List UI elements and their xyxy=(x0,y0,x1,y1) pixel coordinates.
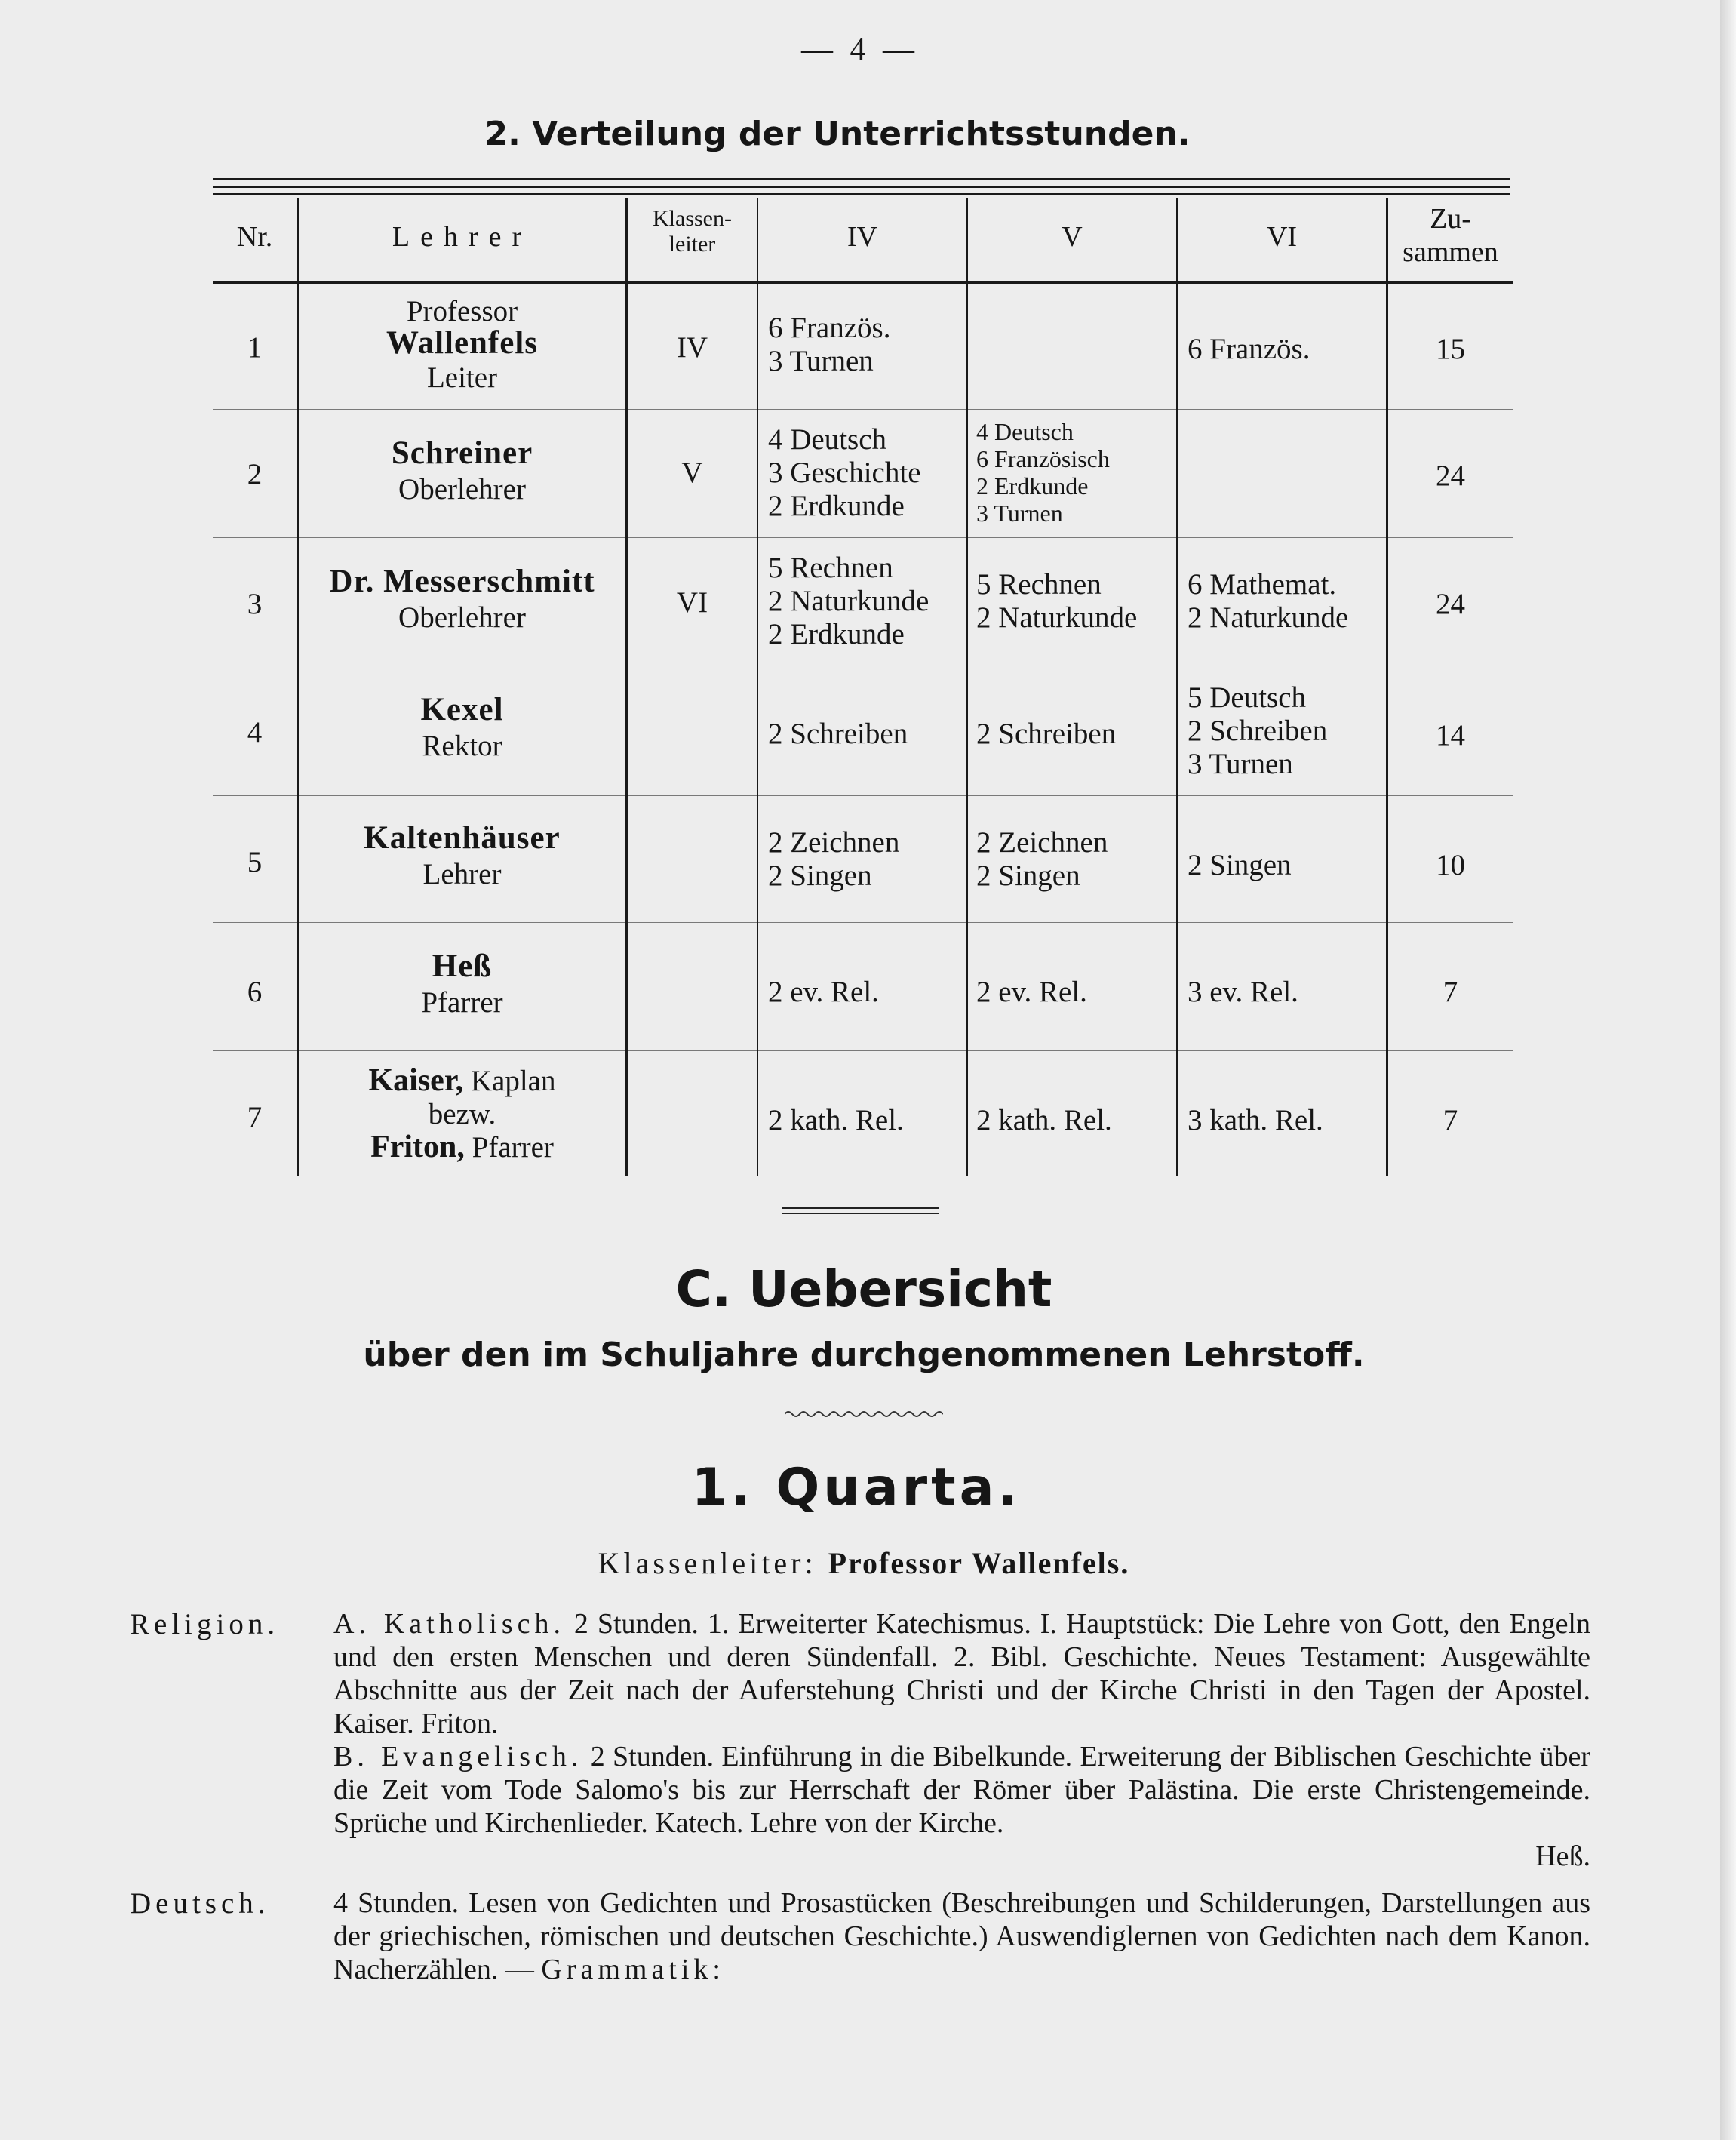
religion-a-label: A. Katholisch. xyxy=(333,1608,565,1640)
row2-iv-2: 3 Geschichte xyxy=(768,457,921,489)
quarta-title: 1. Quarta. xyxy=(691,1458,1022,1517)
religion-a-paragraph xyxy=(333,1607,1590,1740)
header-klassenleiter-2: leiter xyxy=(668,232,716,257)
header-nr: Nr. xyxy=(236,221,273,253)
overview-title: C. Uebersicht xyxy=(675,1260,1052,1318)
row4-total: 14 xyxy=(1436,719,1465,752)
row2-klassenleiter: V xyxy=(681,457,703,489)
deutsch-label: Deutsch. xyxy=(130,1887,270,1920)
row7-teacher-1 xyxy=(299,1064,625,1098)
row1-vi-1: 6 Französ. xyxy=(1188,333,1310,365)
header-iv: IV xyxy=(846,221,878,253)
row1-total: 15 xyxy=(1436,333,1465,365)
deutsch-paragraph xyxy=(333,1886,1590,1986)
row3-iv-1: 5 Rechnen xyxy=(768,552,893,584)
header-klassenleiter-1: Klassen- xyxy=(653,206,732,231)
row3-klassenleiter: VI xyxy=(676,586,708,619)
header-bottom-rule xyxy=(213,281,1513,284)
row2-v-2: 6 Französisch xyxy=(976,445,1110,472)
deutsch-body: 4 Stunden. Lesen von Gedichten und Prosastücken (Beschreibungen und Schilderungen, Darstellungen aus der griechischen, römischen und deutschen Geschichte.) Auswendiglernen von Gedichten nach dem Kanon. Nacherzählen. — xyxy=(333,1887,1590,1985)
row5-vi-1: 2 Singen xyxy=(1188,849,1292,881)
row6-vi-1: 3 ev. Rel. xyxy=(1188,976,1298,1008)
row7-teacher-2: bezw. xyxy=(428,1098,496,1130)
row3-v-1: 5 Rechnen xyxy=(976,568,1102,601)
row2-total: 24 xyxy=(1436,460,1465,492)
row-rule-2 xyxy=(213,537,1513,538)
row4-vi-1: 5 Deutsch xyxy=(1188,681,1307,714)
section-heading: 2. Verteilung der Unterrichtsstunden. xyxy=(484,115,1191,153)
row7-iv-1: 2 kath. Rel. xyxy=(768,1104,904,1136)
table-top-rule-3 xyxy=(213,193,1510,195)
row7-teacher-3-plain: Pfarrer xyxy=(464,1131,554,1164)
table-top-rule xyxy=(213,178,1510,180)
row5-nr: 5 xyxy=(247,846,263,878)
overview-subtitle: über den im Schuljahre durchgenommenen Lehrstoff. xyxy=(363,1336,1365,1374)
row3-teacher-2: Oberlehrer xyxy=(398,601,526,634)
row3-vi-1: 6 Mathemat. xyxy=(1188,568,1337,601)
page-gutter xyxy=(1720,0,1736,2140)
klassenleiter-line xyxy=(0,1545,1728,1581)
religion-label: Religion. xyxy=(130,1608,280,1640)
row5-teacher-1: Kaltenhäuser xyxy=(364,820,561,856)
wavy-divider xyxy=(785,1410,943,1419)
row5-iv-1: 2 Zeichnen xyxy=(768,826,900,859)
row2-iv-3: 2 Erdkunde xyxy=(768,490,905,522)
table-top-rule-2 xyxy=(213,186,1510,188)
row1-teacher-3: Leiter xyxy=(426,361,498,394)
row4-vi-3: 3 Turnen xyxy=(1188,748,1293,780)
religion-b-sign: Heß. xyxy=(1535,1840,1590,1872)
row-rule-4 xyxy=(213,795,1513,796)
row2-teacher-2: Oberlehrer xyxy=(398,473,526,506)
row2-v-1: 4 Deutsch xyxy=(976,418,1074,445)
religion-b-label: B. Evangelisch. xyxy=(333,1741,583,1773)
row5-teacher-2: Lehrer xyxy=(422,858,502,890)
deutsch-grammatik: Grammatik: xyxy=(541,1954,725,1985)
header-zusammen-1: Zu- xyxy=(1430,203,1471,235)
row4-nr: 4 xyxy=(247,716,263,749)
row6-v-1: 2 ev. Rel. xyxy=(976,976,1087,1008)
header-lehrer: Lehrer xyxy=(392,221,533,253)
row7-teacher-1-plain: Kaplan xyxy=(463,1065,556,1097)
row4-vi-2: 2 Schreiben xyxy=(1188,715,1328,747)
religion-b-text: 2 Stunden. Einführung in die Bibelkunde. Erweiterung der Biblischen Geschichte über die Zeit vom Tode Salomo's bis zur Herrschaft der Römer über Palästina. Die erste Christengemeinde. Sprüche und Kirchenlieder. Katech. Lehre von der Kirche. xyxy=(333,1741,1590,1839)
page-number: — 4 — xyxy=(801,32,919,67)
row7-teacher-3 xyxy=(299,1130,625,1164)
row1-nr: 1 xyxy=(247,331,263,364)
row4-v-1: 2 Schreiben xyxy=(976,718,1117,750)
row3-teacher-1: Dr. Messerschmitt xyxy=(329,564,595,599)
header-v: V xyxy=(1062,221,1083,253)
row4-iv-1: 2 Schreiben xyxy=(768,718,908,750)
row1-teacher-1: Professor xyxy=(406,295,518,327)
row1-iv-2: 3 Turnen xyxy=(768,345,874,377)
religion-b-paragraph xyxy=(333,1740,1590,1840)
row3-nr: 3 xyxy=(247,588,263,620)
religion-a-text: 2 Stunden. 1. Erweiterter Katechismus. I. Hauptstück: Die Lehre von Gott, den Engeln und den ersten Menschen und deren Sündenfall. 2. Bibl. Geschichte. Neues Testament: Ausgewählte Abschnitte aus der Zeit nach der Auferstehung Christi und der Kirche Christi in den Tagen der Apostel. Kaiser. Friton. xyxy=(333,1608,1590,1739)
row4-teacher-2: Rektor xyxy=(422,730,502,762)
row2-iv-1: 4 Deutsch xyxy=(768,423,887,456)
row1-klassenleiter: IV xyxy=(676,331,708,364)
row7-vi-1: 3 kath. Rel. xyxy=(1188,1104,1323,1136)
col-rule-v xyxy=(1176,198,1178,1176)
row4-teacher-1: Kexel xyxy=(420,692,504,727)
deutsch-text xyxy=(333,1886,1590,1986)
row-rule-5 xyxy=(213,922,1513,923)
row1-iv-1: 6 Französ. xyxy=(768,312,891,344)
row7-teacher-1-bold: Kaiser, xyxy=(368,1063,464,1098)
row5-v-2: 2 Singen xyxy=(976,859,1080,892)
klassenleiter-label: Klassenleiter: xyxy=(598,1546,817,1580)
row6-iv-1: 2 ev. Rel. xyxy=(768,976,879,1008)
row7-nr: 7 xyxy=(247,1101,263,1133)
row3-total: 24 xyxy=(1436,588,1465,620)
row3-iv-3: 2 Erdkunde xyxy=(768,618,905,650)
row6-teacher-2: Pfarrer xyxy=(421,986,503,1019)
row7-teacher-3-bold: Friton, xyxy=(370,1130,465,1164)
row2-v-3: 2 Erdkunde xyxy=(976,472,1089,500)
row5-iv-2: 2 Singen xyxy=(768,859,872,892)
ornament-rule-1 xyxy=(782,1207,939,1209)
row3-iv-2: 2 Naturkunde xyxy=(768,585,929,617)
row2-nr: 2 xyxy=(247,458,263,490)
row6-total: 7 xyxy=(1443,976,1458,1008)
ornament-rule-2 xyxy=(782,1213,939,1214)
row1-teacher-2: Wallenfels xyxy=(386,325,539,361)
row6-nr: 6 xyxy=(247,976,263,1008)
row-rule-1 xyxy=(213,409,1513,410)
row2-teacher-1: Schreiner xyxy=(391,435,533,471)
row5-total: 10 xyxy=(1436,849,1465,881)
col-rule-iv xyxy=(966,198,968,1176)
klassenleiter-name: Professor Wallenfels. xyxy=(828,1546,1130,1580)
row-rule-6 xyxy=(213,1050,1513,1051)
col-rule-kl xyxy=(757,198,758,1176)
row7-v-1: 2 kath. Rel. xyxy=(976,1104,1112,1136)
religion-text xyxy=(333,1607,1590,1873)
row7-total: 7 xyxy=(1443,1104,1458,1136)
row5-v-1: 2 Zeichnen xyxy=(976,826,1108,859)
row3-vi-2: 2 Naturkunde xyxy=(1188,601,1349,634)
header-vi: VI xyxy=(1266,221,1298,253)
row6-teacher-1: Heß xyxy=(432,949,493,984)
row2-v-4: 3 Turnen xyxy=(976,500,1063,527)
header-zusammen-2: sammen xyxy=(1403,236,1498,268)
row3-v-2: 2 Naturkunde xyxy=(976,601,1138,634)
